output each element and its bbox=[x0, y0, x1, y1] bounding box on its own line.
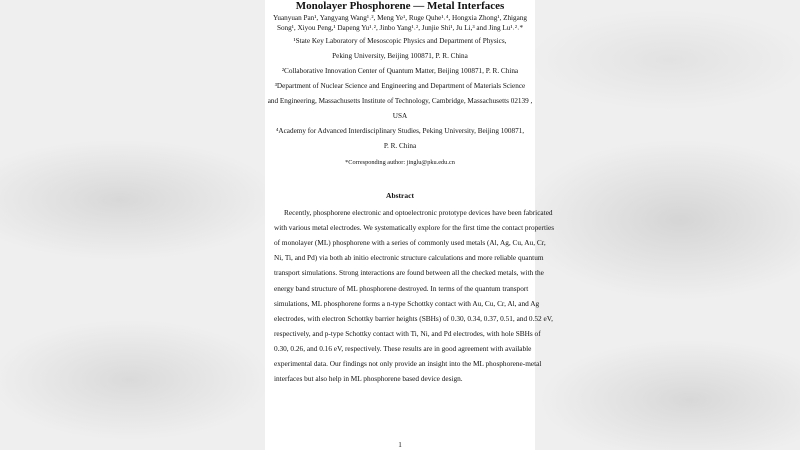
abstract-line: 0.30, 0.26, and 0.16 eV, respectively. These results are in good agreement with available bbox=[274, 343, 532, 353]
author-line: Yuanyuan Pan¹, Yangyang Wang¹˒², Meng Ye¹, Ruge Quhe¹˒⁴, Hongxia Zhong¹, Zhigang bbox=[272, 14, 528, 22]
abstract-heading: Abstract bbox=[386, 191, 414, 200]
abstract-line: of monolayer (ML) phosphorene with a series of commonly used metals (Al, Ag, Cu, Au, Cr, bbox=[274, 238, 546, 248]
abstract-line: transport simulations. Strong interactions are found between all the checked metals, with the bbox=[274, 268, 544, 278]
abstract-line: Ni, Ti, and Pd) via both ab initio electronic structure calculations and more reliable quantum bbox=[274, 253, 544, 263]
paper-page bbox=[265, 0, 555, 450]
page-number: 1 bbox=[398, 441, 402, 449]
affiliation-line: P. R. China bbox=[383, 142, 417, 150]
affiliation-line: and Engineering, Massachusetts Institute of Technology, Cambridge, Massachusetts 02139 , bbox=[267, 97, 533, 105]
abstract-line: Recently, phosphorene electronic and optoelectronic prototype devices have been fabricated bbox=[284, 208, 553, 217]
abstract-line: interfaces but also help in ML phosphorene based device design. bbox=[274, 374, 463, 384]
author-line: Song¹, Xiyou Peng,¹ Dapeng Yu¹˒², Jinbo Yang¹˒², Junjie Shi¹, Ju Li,³ and Jing Lu¹˒²˒* bbox=[276, 24, 524, 32]
abstract-line: energy band structure of ML phosphorene destroyed. In terms of the quantum transport bbox=[274, 283, 529, 293]
abstract-line: electrodes, with electron Schottky barrier heights (SBHs) of 0.30, 0.34, 0.37, 0.51, and 0.52 eV, bbox=[274, 313, 553, 323]
abstract-line: simulations, ML phosphorene forms a n-type Schottky contact with Au, Cu, Cr, Al, and Ag bbox=[274, 298, 540, 308]
corresponding-author: *Corresponding author: jinglu@pku.edu.cn bbox=[345, 159, 455, 166]
affiliation-line: ³Department of Nuclear Science and Engineering and Department of Materials Science bbox=[274, 82, 526, 90]
affiliation-line: ¹State Key Laboratory of Mesoscopic Physics and Department of Physics, bbox=[293, 37, 507, 45]
affiliation-line: ⁴Academy for Advanced Interdisciplinary Studies, Peking University, Beijing 100871, bbox=[275, 127, 525, 135]
affiliation-line: Peking University, Beijing 100871, P. R. China bbox=[332, 52, 468, 60]
abstract-line: respectively, and p-type Schottky contact with Ti, Ni, and Pd electrodes, with hole SBHs of bbox=[274, 328, 541, 338]
abstract-line: with various metal electrodes. We systematically explore for the first time the contact properties bbox=[274, 223, 555, 233]
affiliation-line: ²Collaborative Innovation Center of Quantum Matter, Beijing 100871, P. R. China bbox=[281, 67, 519, 75]
paper-title: Monolayer Phosphorene — Metal Interfaces bbox=[295, 0, 505, 12]
abstract-line: experimental data. Our findings not only provide an insight into the ML phosphorene-metal bbox=[274, 359, 542, 368]
affiliation-line: USA bbox=[392, 112, 408, 120]
